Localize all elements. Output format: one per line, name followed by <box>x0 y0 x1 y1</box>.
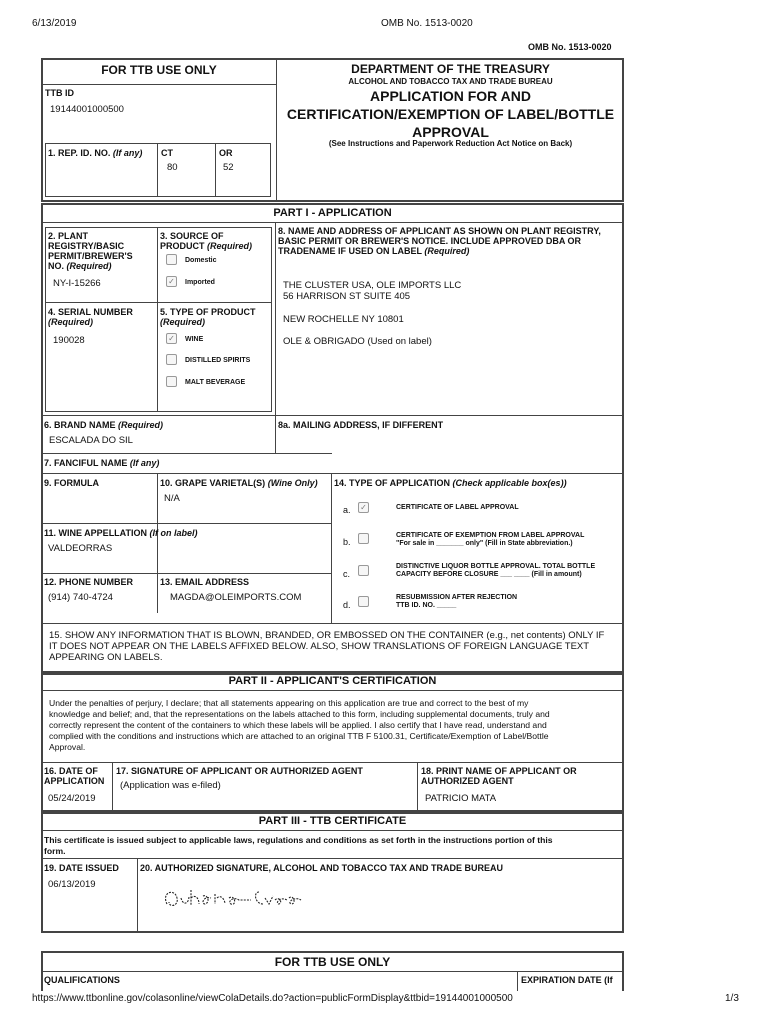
app-type-c-letter: c. <box>343 569 351 579</box>
grape-label: 10. GRAPE VARIETAL(S) (Wine Only) <box>160 478 318 488</box>
appellation-value: VALDEORRAS <box>48 543 113 554</box>
wine-label: WINE <box>185 336 204 343</box>
app-type-b-checkbox[interactable] <box>358 533 369 544</box>
ct-label: CT <box>161 148 173 158</box>
app-type-label: 14. TYPE OF APPLICATION (Check applicable box(es)) <box>334 478 567 488</box>
imported-label: Imported <box>185 279 215 286</box>
print-date: 6/13/2019 <box>32 18 77 29</box>
email-label: 13. EMAIL ADDRESS <box>160 577 250 587</box>
applicant-name: THE CLUSTER USA, OLE IMPORTS LLC <box>283 280 462 291</box>
wine-checkbox[interactable]: ✓ <box>166 333 177 344</box>
part3-cert-text: This certificate is issued subject to applicable laws, regulations and conditions as set forth in the instructions portion of this form. <box>44 835 553 856</box>
date-issued-value: 06/13/2019 <box>48 879 96 890</box>
type-label: 5. TYPE OF PRODUCT (Required) <box>160 307 256 327</box>
bureau-name: ALCOHOL AND TOBACCO TAX AND TRADE BUREAU <box>348 77 553 86</box>
applicant-street: 56 HARRISON ST SUITE 405 <box>283 291 411 302</box>
page-number: 1/3 <box>725 993 739 1004</box>
serial-label: 4. SERIAL NUMBER (Required) <box>48 307 133 327</box>
instructions-note: (See Instructions and Paperwork Reduction Act Notice on Back) <box>328 139 573 148</box>
item15-text: 15. SHOW ANY INFORMATION THAT IS BLOWN, BRANDED, OR EMBOSSED ON THE CONTAINER (e.g., net contents) ONLY IF IT DOES NOT APPEAR ON THE LABELS AFFIXED BELOW. ALSO, SHOW TRANSLATIONS OF FOREIGN LANGUAGE TEXT APPEARING ON LABELS. <box>49 630 605 663</box>
app-type-c-checkbox[interactable] <box>358 565 369 576</box>
department-title: DEPARTMENT OF THE TREASURY <box>351 62 550 76</box>
plant-label: 2. PLANT REGISTRY/BASIC PERMIT/BREWER'S NO. (Required) <box>48 231 133 271</box>
spirits-checkbox[interactable] <box>166 354 177 365</box>
app-type-d-checkbox[interactable] <box>358 596 369 607</box>
ttb-id-value: 19144001000500 <box>50 104 124 115</box>
app-type-d-text: RESUBMISSION AFTER REJECTION TTB ID. NO. _____ <box>396 594 518 609</box>
applicant-city: NEW ROCHELLE NY 10801 <box>283 314 404 325</box>
footer-url[interactable]: https://www.ttbonline.gov/colasonline/viewColaDetails.do?action=publicFormDisplay&ttbid=19144001000500 <box>32 993 513 1004</box>
signature-value: (Application was e-filed) <box>120 780 221 791</box>
part2-heading: PART II - APPLICANT'S CERTIFICATION <box>228 675 437 687</box>
omb-number: OMB No. 1513-0020 <box>528 42 612 52</box>
app-type-c-text: DISTINCTIVE LIQUOR BOTTLE APPROVAL. TOTAL BOTTLE CAPACITY BEFORE CLOSURE ___ ____ (Fill in amount) <box>396 563 596 578</box>
domestic-checkbox[interactable] <box>166 254 177 265</box>
authorized-signature-image <box>155 882 315 916</box>
print-name-value: PATRICIO MATA <box>425 793 497 804</box>
or-value: 52 <box>223 162 234 173</box>
part1-heading: PART I - APPLICATION <box>273 207 392 219</box>
brand-value: ESCALADA DO SIL <box>49 435 133 446</box>
app-type-a-checkbox[interactable]: ✓ <box>358 502 369 513</box>
certification-text: Under the penalties of perjury, I declare; that all statements appearing on this application are true and correct to the best of my knowledge and belief; and, that the representations on the labels attached to this form, including supplemental documents, truly and correctly represent the content of the containers to which these labels will be applied. I also certify that I have read, understand and complied with the conditions and instructions which are attached to an original TTB F 5100.31, Certificate/Exemption of Label/Bottle Approval. <box>49 698 550 752</box>
auth-sig-label: 20. AUTHORIZED SIGNATURE, ALCOHOL AND TOBACCO TAX AND TRADE BUREAU <box>140 863 504 873</box>
expiration-label: EXPIRATION DATE (If <box>521 975 613 985</box>
fanciful-label: 7. FANCIFUL NAME (If any) <box>44 458 160 468</box>
signature-label: 17. SIGNATURE OF APPLICANT OR AUTHORIZED AGENT <box>116 766 363 776</box>
part3-heading: PART III - TTB CERTIFICATE <box>258 815 407 827</box>
appellation-label: 11. WINE APPELLATION (If on label) <box>44 528 198 538</box>
malt-label: MALT BEVERAGE <box>185 379 246 386</box>
date-app-value: 05/24/2019 <box>48 793 96 804</box>
date-issued-label: 19. DATE ISSUED <box>44 863 119 873</box>
app-type-a-text: CERTIFICATE OF LABEL APPROVAL <box>396 504 519 511</box>
app-type-b-letter: b. <box>343 537 351 547</box>
source-label: 3. SOURCE OF PRODUCT (Required) <box>160 231 253 251</box>
rep-id-label: 1. REP. ID. NO. (If any) <box>48 148 143 158</box>
applicant-dba: OLE & OBRIGADO (Used on label) <box>283 336 432 347</box>
imported-checkbox[interactable]: ✓ <box>166 276 177 287</box>
ttb-use-bottom-title: FOR TTB USE ONLY <box>274 955 391 969</box>
plant-value: NY-I-15266 <box>53 278 101 289</box>
or-label: OR <box>219 148 233 158</box>
spirits-label: DISTILLED SPIRITS <box>185 357 251 364</box>
ct-value: 80 <box>167 162 178 173</box>
serial-value: 190028 <box>53 335 85 346</box>
app-type-d-letter: d. <box>343 600 351 610</box>
phone-value: (914) 740-4724 <box>48 592 113 603</box>
print-omb: OMB No. 1513-0020 <box>381 18 473 29</box>
date-app-label: 16. DATE OF APPLICATION <box>44 766 105 786</box>
ttb-id-label: TTB ID <box>45 88 74 98</box>
app-type-b-text: CERTIFICATE OF EXEMPTION FROM LABEL APPROVAL "For sale in _______ only" (Fill in State abbreviation.) <box>396 532 585 547</box>
grape-value: N/A <box>164 493 180 504</box>
app-type-a-letter: a. <box>343 505 351 515</box>
phone-label: 12. PHONE NUMBER <box>44 577 134 587</box>
formula-label: 9. FORMULA <box>44 478 99 488</box>
name-address-label: 8. NAME AND ADDRESS OF APPLICANT AS SHOWN ON PLANT REGISTRY, BASIC PERMIT OR BREWER'S NOTICE. INCLUDE APPROVED DBA OR TRADENAME IF USED ON LABEL (Required) <box>278 226 601 256</box>
brand-label: 6. BRAND NAME (Required) <box>44 420 164 430</box>
qualifications-label: QUALIFICATIONS <box>44 975 120 985</box>
ttb-use-title: FOR TTB USE ONLY <box>101 63 217 77</box>
print-name-label: 18. PRINT NAME OF APPLICANT OR AUTHORIZED AGENT <box>421 766 577 786</box>
domestic-label: Domestic <box>185 257 217 264</box>
form-title: APPLICATION FOR AND CERTIFICATION/EXEMPTION OF LABEL/BOTTLE APPROVAL <box>286 88 615 140</box>
mailing-label: 8a. MAILING ADDRESS, IF DIFFERENT <box>278 420 444 430</box>
email-value: MAGDA@OLEIMPORTS.COM <box>170 592 302 603</box>
malt-checkbox[interactable] <box>166 376 177 387</box>
